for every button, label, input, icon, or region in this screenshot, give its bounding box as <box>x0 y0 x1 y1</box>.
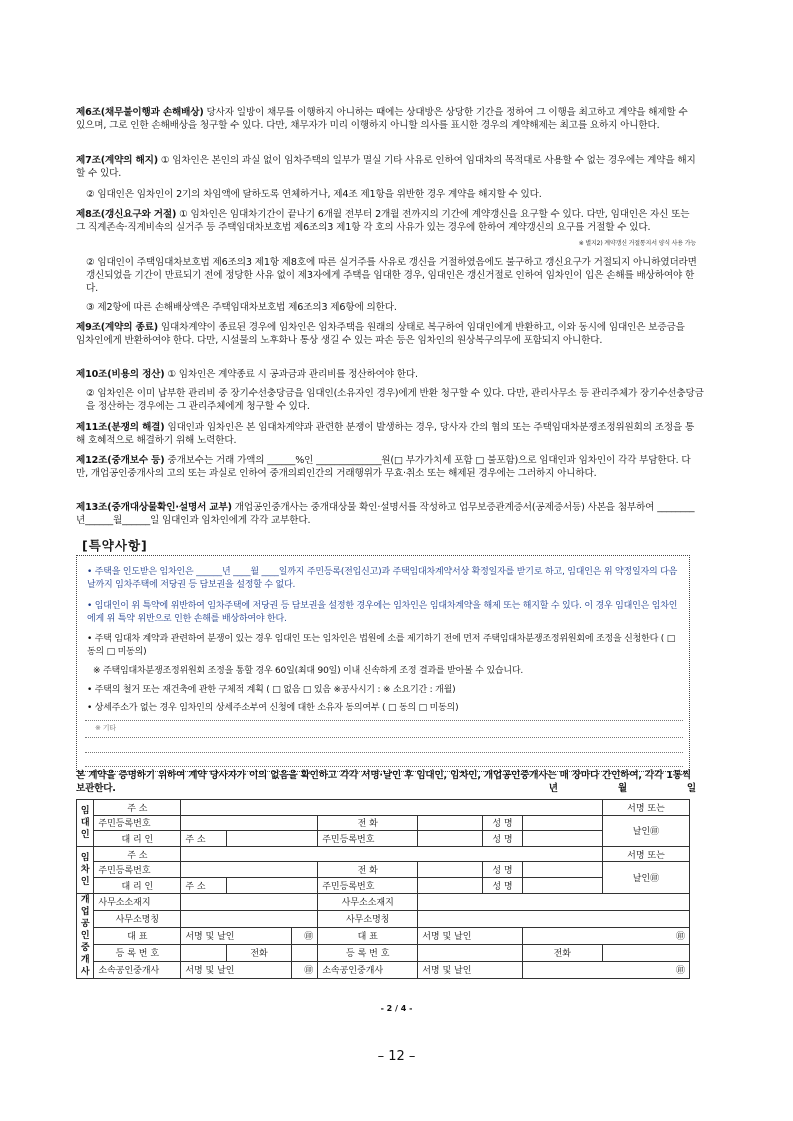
lessee-phone-field[interactable] <box>418 862 483 878</box>
proxy-label: 대 리 인 <box>94 877 181 893</box>
article-title: 제12조(중개보수 등) <box>76 455 165 466</box>
page-number: – 12 – <box>377 1049 416 1064</box>
agent2-registration-no-field[interactable] <box>418 944 522 961</box>
article-10 <box>76 369 696 382</box>
affiliated-agent-label: 소속공인중개사 <box>318 961 418 978</box>
registration-no-label: 등 록 번 호 <box>94 944 181 961</box>
registration-no-label: 등 록 번 호 <box>318 944 418 961</box>
special-note: ※ 주택임대차분쟁조정위원회 조정을 통할 경우 60일(최대 90일) 이내 신속하게 조정 결과를 받아볼 수 있습니다. <box>93 666 524 676</box>
agent1-registration-no-field[interactable] <box>181 944 227 961</box>
lessee-label: 임차인 <box>77 846 94 893</box>
article-text: 개업공인중개사는 중개대상물 확인·설명서를 작성하고 업무보증관계증서(공제증서등) 사본을 첨부하여 ________년______월______일 임대인과 임차인에게 각각 교부한다. <box>76 502 695 526</box>
lessee-address-field[interactable] <box>181 846 603 862</box>
resident-no-label: 주민등록번호 <box>94 862 181 878</box>
article-13 <box>76 502 696 528</box>
name-label: 성 명 <box>483 831 522 847</box>
agent-label: 개업공인중개사 <box>77 893 94 978</box>
lessee-proxy-name-field[interactable] <box>522 877 602 893</box>
sign-label: 서명 또는 <box>602 800 689 816</box>
special-item: • 주택 임대차 계약과 관련하여 분쟁이 있는 경우 임대인 또는 임차인은 법원에 소를 제기하기 전에 먼저 주택임대차분쟁조정위원회에 조정을 신청한다 ( □ 동의 □ 미동의) <box>87 634 676 657</box>
agent2-office-name-field[interactable] <box>418 910 690 927</box>
affiliated1-seal-mark[interactable]: ㊞ <box>292 961 318 978</box>
agent1-office-name-field[interactable] <box>181 910 318 927</box>
article-text: ① 임차인은 임대차기간이 끝나기 6개월 전부터 2개월 전까지의 기간에 계약갱신을 요구할 수 있다. 다만, 임대인은 자신 또는 그 직계존속·직계비속의 실거주 등 주택임대차보호법 제6조의3 제1항 각 호의 사유가 있는 경우에 한하여 계약갱신의 요구를 거절할 수 있다. <box>76 209 690 233</box>
article-text: ① 임차인은 본인의 과실 없이 임차주택의 일부가 멸실 기타 사유로 인하여 임대차의 목적대로 사용할 수 없는 경우에는 계약을 해지할 수 있다. <box>76 155 696 179</box>
proxy-address-label: 주 소 <box>181 877 227 893</box>
article-7 <box>76 155 696 181</box>
article-title: 제10조(비용의 정산) <box>76 369 165 380</box>
signature-table <box>76 799 690 979</box>
name-label: 성 명 <box>483 815 522 831</box>
article-7-para-2: ② 임대인은 임차인이 2기의 차임액에 달하도록 연체하거나, 제4조 제1항을 위반한 경우 계약을 해지할 수 있다. <box>86 189 542 200</box>
special-item: • 주택의 철거 또는 재건축에 관한 구체적 계획 ( □ 없음 □ 있음 ※공사시기 : ※ 소요기간 : 개월) <box>87 685 456 695</box>
lessee-name-field[interactable] <box>522 862 602 878</box>
office-address-label: 사무소소재지 <box>318 893 418 910</box>
office-name-label: 사무소명칭 <box>94 910 181 927</box>
lessor-proxy-resident-no-field[interactable] <box>418 831 483 847</box>
lessor-resident-no-field[interactable] <box>181 815 318 831</box>
article-6 <box>76 107 696 133</box>
resident-no-label: 주민등록번호 <box>318 877 418 893</box>
office-address-label: 사무소소재지 <box>94 893 181 910</box>
article-title: 제6조(채무불이행과 손해배상) <box>76 107 204 118</box>
resident-no-label: 주민등록번호 <box>94 815 181 831</box>
representative-label: 대 표 <box>318 927 418 944</box>
article-text: 임대인과 임차인은 본 임대차계약과 관련한 분쟁이 발생하는 경우, 당사자 간의 협의 또는 주택임대차분쟁조정위원회의 조정을 통해 호혜적으로 해결하기 위해 노력한다. <box>76 422 695 446</box>
lessee-resident-no-field[interactable] <box>181 862 318 878</box>
article-9 <box>76 322 696 348</box>
name-label: 성 명 <box>483 877 522 893</box>
contract-date <box>489 783 696 796</box>
date-year-label: 년 <box>548 782 558 794</box>
article-title: 제7조(계약의 해지) <box>76 155 159 166</box>
proxy-address-label: 주 소 <box>181 831 227 847</box>
article-title: 제8조(갱신요구와 거절) <box>76 209 177 220</box>
affiliated2-seal-mark[interactable]: ㊞ <box>522 961 689 978</box>
special-terms-title: [특약사항] <box>82 538 148 553</box>
phone-label: 전 화 <box>318 862 418 878</box>
dotted-divider <box>85 720 683 721</box>
lessor-proxy-address-field[interactable] <box>226 831 317 847</box>
lessor-proxy-name-field[interactable] <box>522 831 602 847</box>
phone-label: 전 화 <box>318 815 418 831</box>
article-title: 제11조(분쟁의 해결) <box>76 422 165 433</box>
sign-label: 서명 또는 <box>602 846 689 862</box>
sign-seal-label: 서명 및 날인 <box>418 961 522 978</box>
name-label: 성 명 <box>483 862 522 878</box>
affiliated-agent-label: 소속공인중개사 <box>94 961 181 978</box>
article-12 <box>76 455 696 481</box>
lessor-name-field[interactable] <box>522 815 602 831</box>
sign-seal-label: 서명 및 날인 <box>418 927 522 944</box>
seal-label[interactable]: 날인㊞ <box>602 815 689 846</box>
office-name-label: 사무소명칭 <box>318 910 418 927</box>
date-day-label: 일 <box>686 782 696 794</box>
lessor-address-field[interactable] <box>181 800 603 816</box>
agent1-tel-field[interactable] <box>292 944 318 961</box>
article-8 <box>76 209 696 250</box>
inner-page-number: - 2 / 4 - <box>380 1004 413 1013</box>
article-11 <box>76 422 696 448</box>
sign-seal-label: 서명 및 날인 <box>181 961 292 978</box>
tel-label: 전화 <box>226 944 291 961</box>
agent1-seal-mark[interactable]: ㊞ <box>292 927 318 944</box>
seal-label[interactable]: 날인㊞ <box>602 862 689 893</box>
closing-statement <box>76 770 696 795</box>
article-10-para-2: ② 임차인은 이미 납부한 관리비 중 장기수선충당금을 임대인(소유자인 경우)에게 반환 청구할 수 있다. 다만, 관리사무소 등 관리주체가 장기수선충당금을 정산하는 경우에는 그 관리주체에게 청구할 수 있다. <box>86 388 704 412</box>
dotted-divider <box>85 737 683 738</box>
agent2-tel-field[interactable] <box>602 944 689 961</box>
special-item: • 임대인이 위 특약에 위반하여 임차주택에 저당권 등 담보권을 설정한 경우에는 임차인은 임대차계약을 해제 또는 해지할 수 있다. 이 경우 임대인은 임차인에게 위 특약 위반으로 인한 손해를 배상하여야 한다. <box>87 601 678 624</box>
special-terms-box <box>76 555 690 772</box>
lessor-label: 임대인 <box>77 800 94 847</box>
article-title: 제9조(계약의 종료) <box>76 322 159 333</box>
article-8-para-3: ③ 제2항에 따른 손해배상액은 주택임대차보호법 제6조의3 제6항에 의한다. <box>86 302 397 313</box>
lessee-proxy-address-field[interactable] <box>226 877 317 893</box>
article-8-note: ※ 별지2) 계약갱신 거절통지서 양식 사용 가능 <box>578 239 696 247</box>
article-8-para-2: ② 임대인이 주택임대차보호법 제6조의3 제1항 제8호에 따른 실거주를 사유로 갱신을 거절하였음에도 불구하고 갱신요구가 거절되지 아니하였더라면 갱신되었을 기간이 만료되기 전에 정당한 사유 없이 제3자에게 주택을 임대한 경우, 임대인은 갱신거절로 인하여 임차인이 입은 손해를 배상하여야 한다. <box>86 257 697 294</box>
special-item: • 주택을 인도받은 임차인은 ______년 ____월 ____일까지 주민등록(전입신고)과 주택임대차계약서상 확정일자를 받기로 하고, 임대인은 위 약정일자의 다음날까지 임차주택에 저당권 등 담보권을 설정할 수 없다. <box>87 567 678 590</box>
tel-label: 전화 <box>522 944 602 961</box>
agent2-office-address-field[interactable] <box>418 893 690 910</box>
proxy-label: 대 리 인 <box>94 831 181 847</box>
article-text: 당사자 일방이 채무를 이행하지 아니하는 때에는 상대방은 상당한 기간을 정하여 그 이행을 최고하고 계약을 해제할 수 있으며, 그로 인한 손해배상을 청구할 수 있다. 다만, 채무자가 미리 이행하지 아니할 의사를 표시한 경우의 계약해제는 최고를 요하지 아니한다. <box>76 107 688 131</box>
closing-text: 본 계약을 증명하기 위하여 계약 당사자가 이의 없음을 확인하고 각각 서명·날인 후 임대인, 임차인, 개업공인중개사는 매 장마다 간인하여, 각각 1통씩 보관한다. <box>76 770 691 794</box>
agent1-office-address-field[interactable] <box>181 893 318 910</box>
address-label: 주 소 <box>94 846 181 862</box>
article-text: 임대차계약이 종료된 경우에 임차인은 임차주택을 원래의 상태로 복구하여 임대인에게 반환하고, 이와 동시에 임대인은 보증금을 임차인에게 반환하여야 한다. 다만, 시설물의 노후화나 통상 생길 수 있는 파손 등은 임차인의 원상복구의무에 포함되지 아니한다. <box>76 322 685 346</box>
address-label: 주 소 <box>94 800 181 816</box>
date-month-label: 월 <box>617 782 627 794</box>
lessor-phone-field[interactable] <box>418 815 483 831</box>
special-other-label: ※ 기타 <box>95 724 116 732</box>
article-title: 제13조(중개대상물확인·설명서 교부) <box>76 502 232 513</box>
dotted-divider <box>85 752 683 753</box>
agent2-seal-mark[interactable]: ㊞ <box>522 927 689 944</box>
lessee-proxy-resident-no-field[interactable] <box>418 877 483 893</box>
dotted-divider <box>85 766 683 767</box>
representative-label: 대 표 <box>94 927 181 944</box>
article-text: 중개보수는 거래 가액의 ______%인 ______________원(□ 부가가치세 포함 □ 불포함)으로 임대인과 임차인이 각각 부담한다. 다만, 개업공인중개사의 고의 또는 과실로 인하여 중개의뢰인간의 거래행위가 무효·취소 또는 해제된 경우에는 그러하지 아니하다. <box>76 455 691 479</box>
sign-seal-label: 서명 및 날인 <box>181 927 292 944</box>
special-item: • 상세주소가 없는 경우 임차인의 상세주소부여 신청에 대한 소유자 동의여부 ( □ 동의 □ 미동의) <box>87 703 459 713</box>
article-text: ① 임차인은 계약종료 시 공과금과 관리비를 정산하여야 한다. <box>164 369 418 380</box>
resident-no-label: 주민등록번호 <box>318 831 418 847</box>
